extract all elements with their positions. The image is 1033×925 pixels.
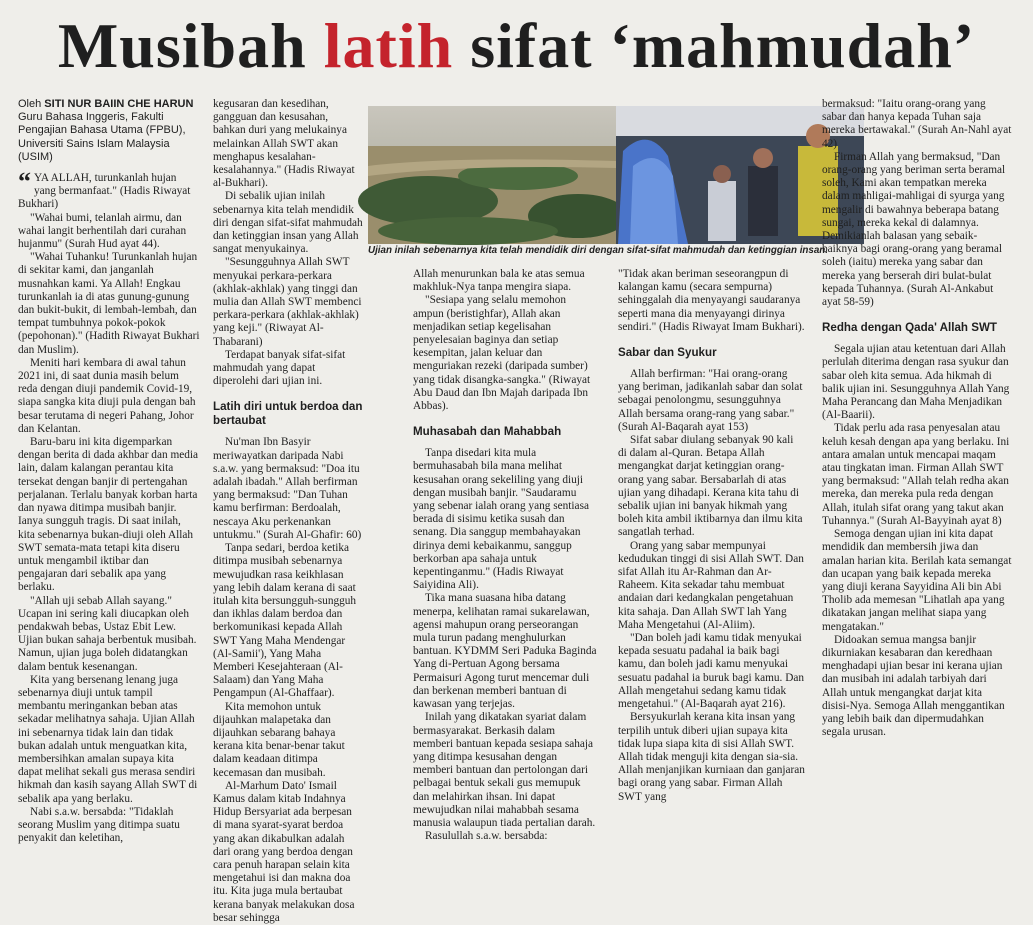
byline-prefix: Oleh (18, 98, 45, 110)
headline (0, 6, 1033, 86)
paragraph: “ YA ALLAH, turunkanlah hujan yang bermanfaat." (Hadis Riwayat Bukhari) (18, 167, 191, 211)
paragraph: "Sesungguhnya Allah SWT menyukai perkara-perkara (akhlak-akhlak) yang tinggi dan mulia dan Allah SWT membenci perkara-perkara (akhlak-akhlak) yang keji." (Riwayat Al-Thabarani) (213, 256, 362, 348)
section-heading-doa: Latih diri untuk berdoa dan bertaubat (213, 400, 363, 428)
paragraph: "Allah uji sebab Allah sayang." Ucapan ini sering kali diucapkan oleh pendakwah bebas, Ustaz Ebit Lew. Ujian bukan sahaja berbentuk musibah. Namun, ujian juga boleh didatangkan dalam bentuk kesenangan. (18, 594, 197, 673)
column-2 (213, 98, 363, 924)
paragraph: Nu'man Ibn Basyir meriwayatkan daripada Nabi s.a.w. yang bermaksud: "Doa itu adalah ibadah." Allah berfirman yang bermaksud: "Dan Tuhan kamu berfirman: Berdoalah, nescaya Aku perkenankan untukmu." (Surah Al-Ghafir: 60) (213, 436, 362, 541)
paragraph: Di sebalik ujian inilah sebenarnya kita telah mendidik diri dengan sifat-sifat mahmudah dan ketinggian insan yang Allah sangat menyukainya. (213, 190, 363, 256)
paragraph: Rasulullah s.a.w. bersabda: (425, 830, 548, 843)
headline-highlight: latih (323, 10, 454, 81)
paragraph: Allah berfirman: "Hai orang-orang yang beriman, jadikanlah sabar dan solat sebagai penolongmu, sesungguhnya Allah bersama orang-rang yang sabar." (Surah Al-Baqarah ayat 153) (618, 368, 803, 433)
paragraph: bermaksud: "Iaitu orang-orang yang sabar dan hanya kepada Tuhan saja mereka bertawakal." (Surah An-Nahl ayat 42) (822, 98, 1012, 150)
headline-part-1: Musibah (57, 10, 324, 81)
paragraph: Sifat sabar diulang sebanyak 90 kali di dalam al-Quran. Betapa Allah mengangkat darjat ketinggian orang-orang yang sabar. Bersabarlah di atas ujian yang dihadapi. Kerana kita tahu di sebalik ujian ini banyak hikmah yang boleh kita ambil iktibarnya dan ilmu kita sangatlah terhad. (618, 434, 803, 539)
paragraph: Tidak perlu ada rasa penyesalan atau keluh kesah dengan apa yang berlaku. Ini antara amalan untuk mencapai maqam atau tingkatan iman. Firman Allah SWT yang bermaksud: "Allah telah redha akan mereka, dan mereka pula reda dengan Allah, itulah sifat orang yang takut akan Tuhannya." (Surah Al-Bayyinah ayat 8) (822, 422, 1010, 527)
paragraph: Semoga dengan ujian ini kita dapat mendidik dan membersih jiwa dan amalan harian kita. Berilah kata semangat dan ucapan yang baik kepada mereka yang diuji kerana Sayyidina Ali bin Abi Tholib ada memesan "Lihatlah apa yang dikatakan jangan melihat siapa yang mengatakan." (822, 528, 1012, 633)
paragraph: "Sesiapa yang selalu memohon ampun (beristighfar), Allah akan menjadikan setiap kegelisahan penyelesaian baginya dan setiap kesempitan, jalan keluar dan menguriakan rezeki (daripada sumber) yang tidak disangka-sangka." (Riwayat Abu Daud dan Ibn Majah daripada Ibn Abbas). (413, 294, 591, 413)
paragraph: Tanpa sedari, berdoa ketika ditimpa musibah sebenarnya mewujudkan rasa keikhlasan yang lebih dalam kerana di saat itulah kita bersungguh-sungguh dan ikhlas dalam berdoa dan berkomunikasi kepada Allah SWT Yang Maha Mendengar (Al-Samii'), Yang Maha Memberi Kesejahteraan (Al-Salaam) dan Yang Maha Pengampun (Al-Ghaffaar). (213, 542, 357, 700)
column-3 (413, 268, 598, 904)
paragraph: Meniti hari kembara di awal tahun 2021 ini, di saat dunia masih belum reda dengan diuji pandemik Covid-19, siapa sangka kita diuji pula dengan bah besar terutama di negeri Pahang, Johor dan Kelantan. (18, 356, 196, 435)
paragraph: Didoakan semua mangsa banjir dikurniakan kesabaran dan keredhaan menghadapi ujian besar ini kerana ujian dan musibah ini adalah tarbiyah dari Allah untuk mengangkat darjat kita disisi-Nya. Semoga Allah menggantikan yang lebih baik dan dipermudahkan segala urusan. (822, 633, 1005, 739)
paragraph: "Dan boleh jadi kamu tidak menyukai kepada sesuatu padahal ia baik bagi kamu, dan boleh jadi kamu menyukai sesuatu padahal ia buruk bagi kamu. Dan Allah mengetahui sedang kamu tidak mengetahui." (Al-Baqarah ayat 216). (618, 632, 805, 711)
paragraph: Tika mana suasana hiba datang menerpa, kelihatan ramai sukarelawan, agensi mahupun orang perseorangan mula turun padang menghulurkan bantuan. KYDMM Seri Paduka Baginda Yang di-Pertuan Agong bersama Permaisuri Agong turut mencemar duli dan berkenan memberi bantuan di kawasan yang terjejas. (413, 592, 597, 711)
paragraph: Baru-baru ini kita digemparkan dengan berita di dada akhbar dan media lain, dalam kalangan perantau kita tersekat dengan banjir di pertengahan perjalanan. Terlalu banyak korban harta dan nyawa ditimpa musibah banjir. Ianya sungguh tragis. Di saat inilah, kita sebenarnya bukan-diuji oleh Allah SWT semata-mata tetapi kita diseru untuk mengambil iktibar dan pengajaran dari sebalik apa yang berlaku. (18, 436, 199, 594)
paragraph: Terdapat banyak sifat-sifat mahmudah yang dapat diperolehi dari ujian ini. (213, 348, 346, 388)
paragraph: Allah menurunkan bala ke atas semua makhluk-Nya tanpa mengira siapa. (413, 268, 585, 294)
paragraph: "Wahai Tuhanku! Turunkanlah hujan di sekitar kami, dan janganlah musnahkan kami. Ya Allah! Engkau turunkanlah ia di atas gunung-gunung dan bukit-bukit, di lembah-lembah, dan tempat tumbuhnya pokok-pokok (pepohonan)." (Hadith Riwayat Bukhari dan Muslim). (18, 251, 200, 356)
column-4 (618, 268, 805, 904)
paragraph: Bersyukurlah kerana kita insan yang terpilih untuk diberi ujian supaya kita tidak lupa siapa kita di sisi Allah SWT. Allah tidak menguji kita dengan sia-sia. Allah menjanjikan kurniaan dan ganjaran bagi orang yang sabar. Firman Allah SWT yang (618, 711, 805, 803)
paragraph: Tanpa disedari kita mula bermuhasabah bila mana melihat kesusahan orang sekeliling yang diuji dengan musibah banjir. "Saudaramu yang sebenar ialah orang yang sentiasa berada di sisimu ketika susah dan senang. Dia sanggup membahayakan dirinya demi kebaikanmu, sanggup berkorban apa sahaja untuk kepentinganmu." (Hadis Riwayat Saiyidina Ali). (413, 447, 589, 592)
paragraph: Orang yang sabar mempunyai kedudukan tinggi di sisi Allah SWT. Dan sifat Allah itu Ar-Rahman dan Ar-Raheem. Kita sekadar tahu membuat andaian dari kedangkalan pengetahuan kita sahaja. Dan Allah SWT lah Yang Maha Mengetahui (Al-Aliim). (618, 539, 804, 631)
byline-role: Guru Bahasa Inggeris, Fakulti Pengajian Bahasa Utama (FPBU), Universiti Sains Islam Malaysia (USIM) (18, 111, 186, 163)
section-heading-muhasabah: Muhasabah dan Mahabbah (413, 425, 562, 439)
paragraph: "Wahai bumi, telanlah airmu, dan wahai langit berhentilah dari curahan hujanmu" (Surah Hud ayat 44). (18, 211, 187, 251)
paragraph: Firman Allah yang bermaksud, "Dan orang-orang yang beriman serta beramal soleh, Kami akan tempatkan mereka dalam mahligai-mahligai di syurga yang mengalir di bawahnya beberapa batang sungai, mereka kekal di dalamnya. Demikianlah balasan yang sebaik-baiknya bagi orang-orang yang beramal soleh (iaitu) mereka yang sabar dan mereka yang berserah diri bulat-bulat kepada Tuhannya. (Surah Al-Ankabut ayat 58-59) (822, 150, 1006, 309)
quote-mark-icon: “ (18, 167, 31, 197)
section-heading-sabar: Sabar dan Syukur (618, 346, 717, 360)
paragraph: Kita memohon untuk dijauhkan malapetaka dan dijauhkan sebarang bahaya kerana kita benar-benar takut dalam keadaan ditimpa kecemasan dan musibah. (213, 700, 345, 779)
paragraph: "Tidak akan beriman seseorangpun di kalangan kamu (secara sempurna) sehinggalah dia menyayangi saudaranya seperti mana dia menyayangi dirinya sendiri." (Hadis Riwayat Imam Bukhari). (618, 268, 805, 333)
paragraph: Nabi s.a.w. bersabda: "Tidaklah seorang Muslim yang ditimpa suatu penyakit dan keletihan, (18, 805, 180, 845)
section-heading-redha: Redha dengan Qada' Allah SWT (822, 321, 997, 335)
headline-part-3: sifat ‘mahmudah’ (453, 10, 976, 81)
byline-author: SITI NUR BAIIN CHE HARUN (44, 98, 194, 110)
paragraph: Segala ujian atau ketentuan dari Allah perlulah diterima dengan rasa syukur dan sabar oleh kita semua. Ada hikmah di balik ujian ini. Sesungguhnya Allah Yang Maha Perancang dan Maha Menjadikan (Al-Baarii). (822, 343, 1010, 422)
paragraph: Al-Marhum Dato' Ismail Kamus dalam kitab Indahnya Hidup Bersyariat ada berpesan di mana syarat-syarat berdoa yang akan dikabulkan adalah dari orang yang berdoa dengan cara penuh harapan selain kita mengetahui isi dan makna doa itu. Kita juga mula bertaubat kerana banyak melakukan dosa besar sehingga (213, 779, 355, 924)
flood-photo (368, 106, 864, 244)
column-1 (18, 98, 200, 904)
photo-caption: Ujian inilah sebenarnya kita telah mendidik diri dengan sifat-sifat mahmudah dan ketinggian insan. (368, 245, 829, 256)
paragraph: kegusaran dan kesedihan, gangguan dan kesusahan, bahkan duri yang melukainya melainkan Allah SWT akan menghapus kesalahan-kesalahannya." (Hadis Riwayat al-Bukhari). (213, 98, 355, 190)
paragraph: Kita yang bersenang lenang juga sebenarnya diuji untuk tampil membantu meringankan beban atas sekadar melihatnya sahaja. Ujian Allah ini sebenarnya tidak lain dan tidak bukan adalah untuk menguatkan kita, membersihkan amalan supaya kita dapat melihat sekali gus merasa sendiri hikmah dan kasih sayang Allah SWT di sebalik apa yang berlaku. (18, 673, 198, 805)
byline (18, 98, 200, 164)
paragraph: Inilah yang dikatakan syariat dalam bermasyarakat. Berkasih dalam memberi bantuan kepada sesiapa sahaja yang ditimpa kesusahan dengan memberi bantuan dan pertolongan dari pelbagai bentuk sekali gus memupuk dan melahirkan ihsan. Ini dapat mewujudkan nilai mahabbah sesama manusia walaupun tiada pertalian darah. (413, 711, 596, 829)
column-5 (822, 98, 1012, 904)
